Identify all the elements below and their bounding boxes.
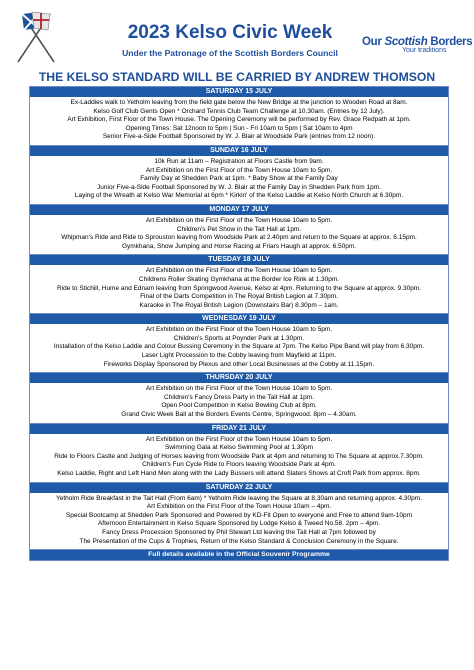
event-line: Art Exhibition on the First Floor of the Town House 10am to 5pm. [145, 216, 333, 224]
day-events [30, 493, 448, 551]
brand-logo [362, 36, 473, 54]
event-line: Art Exhibition on the First Floor of the Town House 10am to 5pm. [145, 326, 333, 334]
day-heading: THURSDAY 20 JULY [30, 373, 448, 383]
day-events [30, 324, 448, 373]
event-line: Open Pool Competition in Kelso Bowling Club at 8pm. [161, 402, 317, 410]
event-line: Yetholm Ride Breakfast in the Tait Hall (From 6am) * Yetholm Ride leaving the Square at 8.30am and returning approx. 4.30pm. [55, 494, 422, 502]
brand-prefix: Our [362, 36, 385, 48]
event-line: Laser Light Procession to the Cobby leaving from Mayfield at 11pm. [141, 352, 337, 360]
event-line: Grand Civic Week Ball at the Borders Events Centre, Springwood. 8pm – 4.30am. [121, 411, 357, 419]
event-line: Kelso Golf Club Gents Open * Orchard Tennis Club Team Challenge at 10.30am. (Entries by 12 July). [93, 107, 385, 115]
day-events [30, 97, 448, 146]
event-line: Fancy Dress Procession Sponsored by Phil Stewart Ltd leaving the Tait Hall at 7pm followed by [102, 528, 376, 536]
event-line: Swimming Gala at Kelso Swimming Pool at 1.30pm [164, 444, 314, 452]
event-line: Children's Sports at Poynder Park at 1.30pm. [173, 334, 305, 342]
day-events [30, 215, 448, 255]
event-line: Karaoke in The Royal British Legion (Downstairs Bar) 8.30pm – 1am. [139, 301, 339, 309]
brand-italic: Scottish [384, 36, 428, 48]
event-line: The Presentation of the Cups & Trophies, Return of the Kelso Standard & Conclusion Ceremony in the Square. [79, 537, 399, 545]
event-line: Children's Fun Cycle Ride to Floors leaving Woodside Park at 4pm. [142, 461, 336, 469]
event-line: Gymkhana, Show Jumping and Horse Racing at Friars Haugh at approx. 6.50pm. [121, 242, 357, 250]
event-line: Laying of the Wreath at Kelso War Memorial at 6pm * Kirkin' of the Kelso Laddie at Kelso North Church at 6.30pm. [74, 192, 404, 200]
event-line: Art Exhibition, First Floor of the Town House. The Opening Ceremony will be performed by Rev. Grace Redpath at 1pm. [67, 116, 411, 124]
day-heading: SATURDAY 15 JULY [30, 87, 448, 97]
day-heading: TUESDAY 18 JULY [30, 255, 448, 265]
footer-note: Full details available in the Official Souvenir Programme [30, 550, 448, 560]
event-line: Ride to Stichill, Hume and Ednam leaving from Springwood Avenue, Kelso at 4pm. Returning to the Square at approx. 9.30pm. [56, 284, 422, 292]
crossed-flags-icon [10, 8, 62, 64]
day-heading: SUNDAY 16 JULY [30, 146, 448, 156]
brand-suffix: Borders [427, 36, 473, 48]
event-line: Art Exhibition on the First Floor of the Town House 10am to 5pm. [145, 267, 333, 275]
event-line: Opening Times: Sat 12noon to 5pm | Sun - Fri 10am to 5pm | Sat 10am to 4pm [125, 124, 353, 132]
event-line: Final of the Darts Competition in The Royal British Legion at 7.30pm. [140, 293, 338, 301]
event-line: Art Exhibition on the First Floor of the Town House 10am to 5pm. [145, 166, 333, 174]
page-subtitle: Under the Patronage of the Scottish Borders Council [122, 48, 338, 58]
event-line: Ride to Floors Castle and Judging of Horses leaving from Woodside Park at 4pm and returning to The Square at approx.7.30pm. [54, 452, 424, 460]
day-events [30, 156, 448, 205]
day-events [30, 434, 448, 483]
event-line: Art Exhibition on the First Floor of the Town House 10am to 5pm. [145, 435, 333, 443]
event-line: Ex-Laddies walk to Yetholm leaving from the field gate below the New Bridge at the junction to Wooden Road at 8am. [70, 99, 408, 106]
event-line: Family Day at Shedden Park at 1pm. * Baby Show at the Family Day [140, 175, 338, 183]
event-line: Fireworks Display Sponsored by Plexus and other Local Businesses at the Cobby at 11.15pm. [103, 360, 375, 368]
event-line: Art Exhibition on the First Floor of the Town House 10am to 5pm. [145, 385, 333, 393]
schedule-table [29, 86, 449, 561]
day-events [30, 265, 448, 314]
event-line: Children's Pet Show in the Tait Hall at 1pm. [176, 225, 302, 233]
schedule-days [30, 87, 448, 550]
day-heading: FRIDAY 21 JULY [30, 424, 448, 434]
event-line: Senior Five-a-Side Football Sponsored by W. J. Blair at Woodside Park (entries from 12 noon). [102, 133, 376, 141]
day-heading: WEDNESDAY 19 JULY [30, 314, 448, 324]
event-line: Junior Five-a-Side Football Sponsored by W. J. Blair at the Family Day in Shedden Park from 1pm. [97, 183, 381, 191]
event-line: Special Bootcamp at Shedden Park Sponsored and Powered by KD-Fit Open to everyone and Free to attend 9am-10pm [65, 511, 413, 519]
event-line: Kelso Laddie, Right and Left Hand Men along with the Lady Bussers will attend Slaters Shows at Croft Park from approx. 8pm. [57, 470, 421, 477]
day-heading: MONDAY 17 JULY [30, 205, 448, 215]
event-line: Afternoon Entertainment in Kelso Square Sponsored by Lodge Kelso & Tweed No.58. 2pm – 4pm. [97, 520, 381, 528]
page-title: 2023 Kelso Civic Week [127, 22, 333, 43]
event-line: Installation of the Kelso Laddie and Colour Bussing Ceremony in the Square at 7pm. The Kelso Pipe Band will play from 6.30pm. [53, 343, 425, 351]
brand-tagline: Your traditions [402, 47, 447, 54]
day-heading: SATURDAY 22 JULY [30, 483, 448, 493]
day-events [30, 383, 448, 423]
event-line: Childrens Roller Skating Gymkhana at the Border Ice Rink at 1.30pm. [138, 275, 340, 283]
event-line: 10k Run at 11am – Registration at Floors Castle from 9am. [154, 157, 324, 165]
event-line: Children's Fancy Dress Party in the Tait Hall at 1pm. [164, 393, 314, 401]
event-line: Art Exhibition on the First Floor of the Town House 10am – 4pm. [146, 503, 332, 511]
event-line: Whipman's Ride and Ride to Sprouston leaving from Woodside Park at 2.40pm and return to the Square at approx. 6.15pm. [61, 234, 417, 242]
headline: THE KELSO STANDARD WILL BE CARRIED BY ANDREW THOMSON [38, 70, 436, 84]
